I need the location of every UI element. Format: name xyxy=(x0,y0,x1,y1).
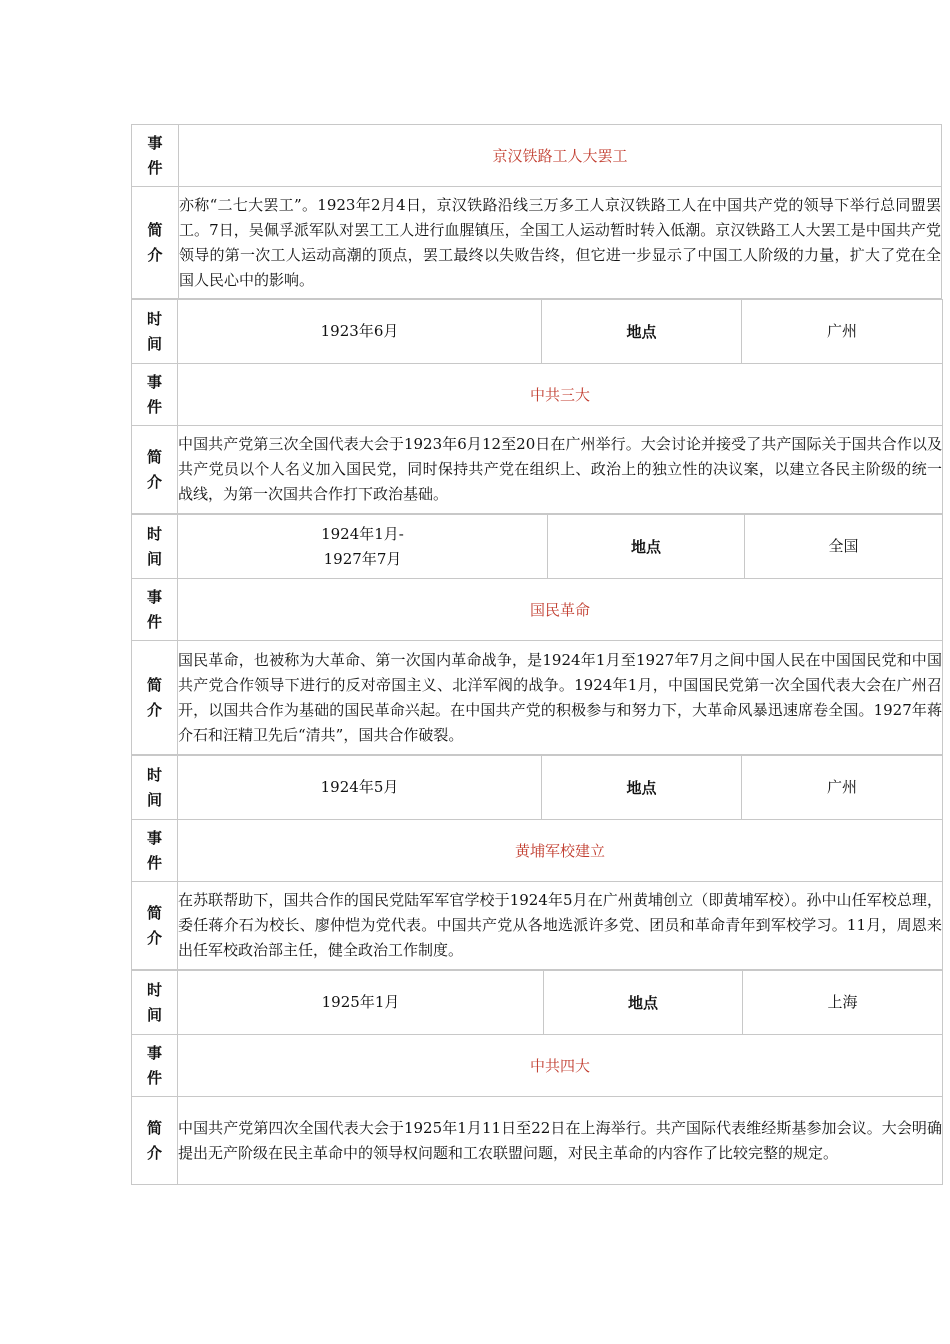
event-title: 国民革命 xyxy=(178,579,943,641)
event-place: 广州 xyxy=(742,300,943,364)
event-time-end: 1927年7月 xyxy=(323,549,402,568)
event-block xyxy=(131,124,942,299)
event-time: 1924年5月 xyxy=(178,756,542,820)
event-label: 事 件 xyxy=(132,1035,178,1097)
event-block xyxy=(131,514,943,755)
event-block xyxy=(131,299,943,514)
event-time xyxy=(178,515,548,579)
event-title: 黄埔军校建立 xyxy=(178,820,943,882)
event-label: 事 件 xyxy=(132,820,178,882)
event-block xyxy=(131,755,943,970)
event-title: 中共三大 xyxy=(178,364,943,426)
time-label: 时 间 xyxy=(132,971,178,1035)
summary-label: 简 介 xyxy=(132,426,178,514)
event-title: 中共四大 xyxy=(178,1035,943,1097)
event-time-start: 1924年1月- xyxy=(321,524,404,543)
time-label: 时 间 xyxy=(132,515,178,579)
event-label: 事 件 xyxy=(132,364,178,426)
event-place: 广州 xyxy=(742,756,943,820)
event-time: 1923年6月 xyxy=(178,300,542,364)
event-summary: 中国共产党第三次全国代表大会于1923年6月12至20日在广州举行。大会讨论并接受了共产国际关于国共合作以及共产党员以个人名义加入国民党，同时保持共产党在组织上、政治上的独立性的决议案，以建立各民主阶级的统一战线，为第一次国共合作打下政治基础。 xyxy=(178,426,943,514)
event-label: 事 件 xyxy=(132,125,179,187)
time-label: 时 间 xyxy=(132,756,178,820)
place-label: 地点 xyxy=(542,756,742,820)
event-title: 京汉铁路工人大罢工 xyxy=(179,125,942,187)
place-label: 地点 xyxy=(548,515,745,579)
summary-label: 简 介 xyxy=(132,882,178,970)
place-label: 地点 xyxy=(542,300,742,364)
event-block xyxy=(131,970,943,1185)
event-summary: 国民革命，也被称为大革命、第一次国内革命战争，是1924年1月至1927年7月之间中国人民在中国国民党和中国共产党合作领导下进行的反对帝国主义、北洋军阀的战争。1924年1月，中国国民党第一次全国代表大会在广州召开，以国共合作为基础的国民革命兴起。在中国共产党的积极参与和努力下，大革命风暴迅速席卷全国。1927年蒋介石和汪精卫先后“清共”，国共合作破裂。 xyxy=(178,641,943,755)
event-summary: 亦称“二七大罢工”。1923年2月4日，京汉铁路沿线三万多工人京汉铁路工人在中国共产党的领导下举行总同盟罢工。7日，吴佩孚派军队对罢工工人进行血腥镇压，全国工人运动暂时转入低潮。京汉铁路工人大罢工是中国共产党领导的第一次工人运动高潮的顶点，罢工最终以失败告终，但它进一步显示了中国工人阶级的力量，扩大了党在全国人民心中的影响。 xyxy=(179,187,942,299)
event-place: 上海 xyxy=(743,971,943,1035)
summary-label: 简 介 xyxy=(132,1097,178,1185)
timeline-document xyxy=(131,124,942,1185)
place-label: 地点 xyxy=(544,971,743,1035)
event-summary: 中国共产党第四次全国代表大会于1925年1月11日至22日在上海举行。共产国际代表维经斯基参加会议。大会明确提出无产阶级在民主革命中的领导权问题和工农联盟问题，对民主革命的内容作了比较完整的规定。 xyxy=(178,1097,943,1185)
event-place: 全国 xyxy=(745,515,943,579)
event-label: 事 件 xyxy=(132,579,178,641)
event-time: 1925年1月 xyxy=(178,971,544,1035)
summary-label: 简 介 xyxy=(132,641,178,755)
summary-label: 简 介 xyxy=(132,187,179,299)
time-label: 时 间 xyxy=(132,300,178,364)
event-summary: 在苏联帮助下，国共合作的国民党陆军军官学校于1924年5月在广州黄埔创立（即黄埔军校）。孙中山任军校总理，委任蒋介石为校长、廖仲恺为党代表。中国共产党从各地选派许多党、团员和革命青年到军校学习。11月，周恩来出任军校政治部主任，健全政治工作制度。 xyxy=(178,882,943,970)
